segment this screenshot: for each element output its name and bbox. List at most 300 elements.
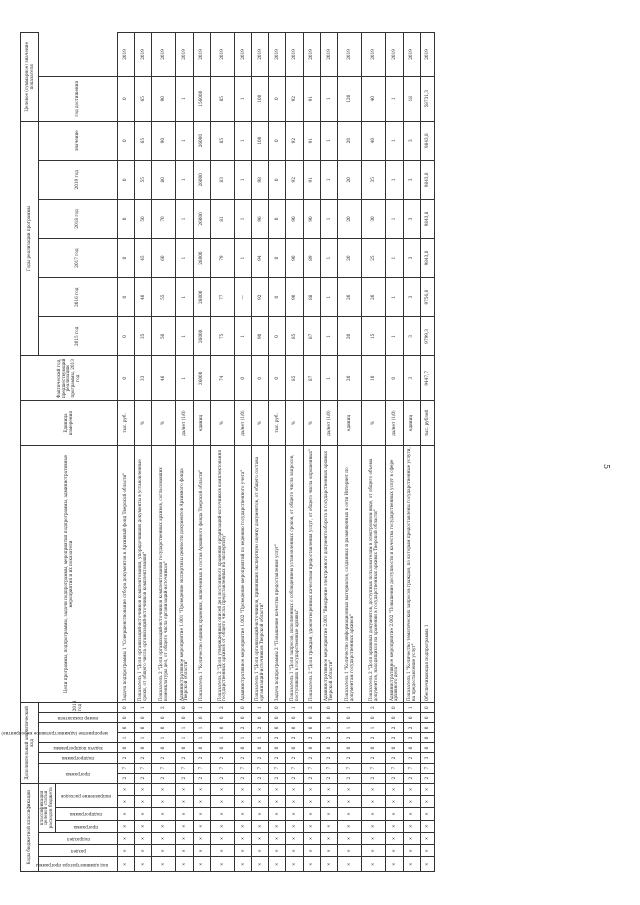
code-cell: × xyxy=(269,857,286,872)
code-cell: × xyxy=(420,857,434,872)
year-value-cell: 15 xyxy=(362,317,386,356)
code-cell: 2 xyxy=(403,723,420,733)
year-value-cell: 1 xyxy=(176,239,193,278)
year-value-cell: 3 xyxy=(403,199,420,238)
code-cell: 7 xyxy=(362,763,386,773)
unit-cell: да/нет (1/0) xyxy=(176,401,193,446)
csr-header: классификация целевой статьи расходов бюджета xyxy=(39,783,56,832)
year-2014-header: 2014 год xyxy=(39,703,118,713)
code-cell: × xyxy=(403,820,420,832)
year-value-cell: 26000 xyxy=(193,199,210,238)
year-value-cell: 0 xyxy=(117,199,134,238)
code-cell: × xyxy=(338,820,362,832)
code-cell: 0 xyxy=(117,713,134,723)
unit-cell: % xyxy=(303,401,320,446)
description-cell: Показатель 2 "Доля архивных документов, доступных пользователям в электронном виде, от общего объема документов, находящихся на хранении в государственных архивах Тверской области" xyxy=(362,445,386,702)
code-cell: × xyxy=(320,808,337,820)
code-cell: × xyxy=(117,832,134,844)
code-cell: 2 xyxy=(117,753,134,763)
code-cell: × xyxy=(134,832,151,844)
code-cell: × xyxy=(269,832,286,844)
unit-cell: % xyxy=(134,401,151,446)
fact-cell: 87 xyxy=(303,356,320,401)
year-2016-header: 2016 год xyxy=(39,278,118,317)
code-cell: 2 xyxy=(134,753,151,763)
code-cell: 0 xyxy=(152,743,176,753)
code-cell: 0 xyxy=(386,713,403,723)
code-cell: × xyxy=(234,820,251,832)
table-row xyxy=(234,33,251,872)
year-value-cell: 65 xyxy=(134,121,151,160)
year-value-cell: 92 xyxy=(286,121,303,160)
subsection-header: подраздел xyxy=(66,836,90,842)
code-cell: 1 xyxy=(193,733,210,743)
code-cell: × xyxy=(176,820,193,832)
year-value-cell: 20 xyxy=(362,278,386,317)
code-cell: × xyxy=(386,783,403,795)
code-cell: × xyxy=(320,857,337,872)
code-cell: 0 xyxy=(117,723,134,733)
code-cell: 0 xyxy=(386,743,403,753)
code-cell: × xyxy=(403,832,420,844)
unit-cell: единиц xyxy=(403,401,420,446)
code-cell: × xyxy=(152,808,176,820)
year-value-cell: 1 xyxy=(320,160,337,199)
code-cell: 2 xyxy=(234,753,251,763)
code-cell: 2 xyxy=(338,773,362,783)
year-value-cell: 9843,8 xyxy=(420,121,434,160)
code-cell: × xyxy=(320,783,337,795)
year-value-cell: 90 xyxy=(286,239,303,278)
code-cell: 0 xyxy=(210,713,234,723)
code-cell: 2 xyxy=(134,773,151,783)
fact-cell: 9447,7 xyxy=(420,356,434,401)
code-cell: × xyxy=(320,820,337,832)
target-year-cell: 2019 xyxy=(193,33,210,77)
code-cell: × xyxy=(152,832,176,844)
code-cell: × xyxy=(134,857,151,872)
year-value-cell: 1 xyxy=(320,317,337,356)
target-value-cell: 58731,3 xyxy=(420,76,434,121)
code-cell: 1 xyxy=(338,723,362,733)
admin-code-header: код администратора программы xyxy=(35,862,108,868)
code-cell: × xyxy=(193,783,210,795)
fact-cell: 46 xyxy=(152,356,176,401)
code-cell: × xyxy=(193,845,210,857)
description-cell: Административное мероприятие 1.001 "Проведение экспертизы ценности документов Архивного фонда Тверской области" xyxy=(176,445,193,702)
code-cell: 0 xyxy=(420,723,434,733)
code-cell: 7 xyxy=(210,763,234,773)
year-value-cell: 1 xyxy=(386,239,403,278)
code-cell: × xyxy=(176,845,193,857)
code-cell: × xyxy=(286,845,303,857)
year-value-cell: 55 xyxy=(152,278,176,317)
year-value-cell: 9843,8 xyxy=(420,239,434,278)
description-cell: Административное мероприятие 1.002 "Проведение мероприятий по ведению государственного учета" xyxy=(234,445,251,702)
code-cell: × xyxy=(386,808,403,820)
code-cell: × xyxy=(320,795,337,807)
code-cell: 7 xyxy=(269,763,286,773)
code-cell: × xyxy=(338,783,362,795)
year-value-cell: 1 xyxy=(386,199,403,238)
year-value-cell: 3 xyxy=(403,278,420,317)
code-cell: × xyxy=(420,832,434,844)
year-value-cell: 92 xyxy=(286,160,303,199)
code-cell: 0 xyxy=(362,743,386,753)
code-cell: 2 xyxy=(403,733,420,743)
year-value-cell: 55 xyxy=(134,160,151,199)
code-cell: 0 xyxy=(320,743,337,753)
code-cell: × xyxy=(234,832,251,844)
code-cell: 2 xyxy=(252,773,269,783)
description-cell: Показатель 1 "Доля организаций-источников комплектования, упорядочивших документы в установленные сроки, от общего числа организаций-источников комплектования" xyxy=(134,445,151,702)
code-cell: × xyxy=(403,857,420,872)
year-value-cell: 1 xyxy=(320,278,337,317)
year-value-cell: 0 xyxy=(117,239,134,278)
year-value-cell: 50 xyxy=(152,317,176,356)
description-cell: Задача подпрограммы 2 "Повышение качества предоставления услуг" xyxy=(269,445,286,702)
table-row xyxy=(134,33,151,872)
year-value-cell: 0 xyxy=(269,278,286,317)
code-cell: 0 xyxy=(234,703,251,713)
code-cell: 0 xyxy=(286,723,303,733)
code-cell: × xyxy=(134,808,151,820)
fact-cell: 10 xyxy=(362,356,386,401)
fact-cell: 33 xyxy=(134,356,151,401)
code-cell: 0 xyxy=(176,713,193,723)
year-value-cell: 88 xyxy=(303,278,320,317)
code-cell: 2 xyxy=(152,753,176,763)
year-value-cell: — xyxy=(234,278,251,317)
target-year-cell: 2019 xyxy=(362,33,386,77)
year-value-cell: 0 xyxy=(269,121,286,160)
code-cell: × xyxy=(210,820,234,832)
year-value-cell: 25 xyxy=(362,239,386,278)
unit-cell: % xyxy=(210,401,234,446)
code-cell: 0 xyxy=(269,703,286,713)
table-row xyxy=(176,33,193,872)
code-cell: × xyxy=(338,857,362,872)
target-value-cell: 91 xyxy=(303,76,320,121)
code-cell: × xyxy=(252,820,269,832)
unit-cell: да/нет (1/0) xyxy=(320,401,337,446)
year-value-cell: 1 xyxy=(234,160,251,199)
code-cell: 0 xyxy=(269,743,286,753)
target-value-cell: 120 xyxy=(338,76,362,121)
code-cell: 2 xyxy=(117,773,134,783)
year-value-cell: 26000 xyxy=(193,121,210,160)
year-value-cell: 9843,8 xyxy=(420,160,434,199)
code-cell: × xyxy=(362,795,386,807)
code-cell: 2 xyxy=(386,753,403,763)
code-cell: 2 xyxy=(286,733,303,743)
year-value-cell: 20 xyxy=(338,121,362,160)
fact-cell: 0 xyxy=(269,356,286,401)
year-value-cell: 1 xyxy=(320,199,337,238)
code-cell: × xyxy=(338,845,362,857)
table-row xyxy=(320,33,337,872)
code-cell: 0 xyxy=(134,713,151,723)
year-value-cell: 40 xyxy=(362,121,386,160)
code-cell: × xyxy=(303,832,320,844)
unit-cell: % xyxy=(286,401,303,446)
year-value-cell: 85 xyxy=(210,121,234,160)
subprog-header: подпрограмма xyxy=(61,756,95,762)
target-value-cell: 1 xyxy=(320,76,337,121)
table-row xyxy=(252,33,269,872)
code-cell: × xyxy=(420,845,434,857)
target-year-cell: 2019 xyxy=(403,33,420,77)
code-cell: × xyxy=(386,795,403,807)
code-cell: × xyxy=(210,845,234,857)
code-cell: 0 xyxy=(269,723,286,733)
year-value-cell: 75 xyxy=(210,317,234,356)
table-row xyxy=(303,33,320,872)
event-number-header: номер показателя xyxy=(57,716,99,722)
description-cell: Показатель 2 "Доля организаций-источников комплектования государственных архивов, согласовавших номенклатуры дел, от общего числа организаций-источников" xyxy=(152,445,176,702)
code-cell: × xyxy=(193,820,210,832)
code-cell: × xyxy=(286,808,303,820)
code-cell: 0 xyxy=(176,703,193,713)
code-cell: 1 xyxy=(193,703,210,713)
unit-header: Единица измерения xyxy=(21,401,118,446)
year-value-cell: 20 xyxy=(338,317,362,356)
code-cell: × xyxy=(234,795,251,807)
target-value-cell: 85 xyxy=(210,76,234,121)
year-value-cell: 35 xyxy=(362,160,386,199)
target-value-cell: 156000 xyxy=(193,76,210,121)
target-value-cell: 90 xyxy=(152,76,176,121)
description-cell: Административное мероприятие 2.001 "Внедрение электронного документооборота в государственных архивах Тверской области" xyxy=(320,445,337,702)
code-cell: × xyxy=(152,857,176,872)
analytic-code-header: Дополнительный аналитический код xyxy=(21,703,39,784)
code-cell: 0 xyxy=(134,743,151,753)
year-value-cell: 90 xyxy=(303,199,320,238)
code-cell: × xyxy=(134,783,151,795)
code-cell: × xyxy=(269,808,286,820)
code-cell: × xyxy=(117,845,134,857)
code-cell: 1 xyxy=(252,703,269,713)
code-cell: × xyxy=(234,845,251,857)
code-cell: × xyxy=(386,832,403,844)
code-cell: × xyxy=(152,783,176,795)
code-cell: 2 xyxy=(252,723,269,733)
code-cell: × xyxy=(420,808,434,820)
year-value-cell: 26000 xyxy=(193,160,210,199)
code-cell: × xyxy=(193,808,210,820)
code-cell: 2 xyxy=(362,733,386,743)
code-cell: 3 xyxy=(420,753,434,763)
code-cell: 2 xyxy=(386,723,403,733)
code-cell: 2 xyxy=(303,773,320,783)
year-value-cell: 3 xyxy=(403,239,420,278)
year-value-cell: 0 xyxy=(269,317,286,356)
code-cell: 2 xyxy=(386,733,403,743)
code-cell: 2 xyxy=(193,753,210,763)
code-cell: 2 xyxy=(176,753,193,763)
unit-cell: тыс. руб. xyxy=(269,401,286,446)
code-cell: 0 xyxy=(210,723,234,733)
code-cell: 0 xyxy=(269,713,286,723)
target-year-cell: 2019 xyxy=(303,33,320,77)
code-cell: × xyxy=(362,783,386,795)
code-cell: × xyxy=(420,820,434,832)
year-value-cell: 1 xyxy=(234,121,251,160)
code-cell: × xyxy=(403,783,420,795)
year-value-cell: 77 xyxy=(210,278,234,317)
code-cell: 1 xyxy=(403,703,420,713)
year-value-cell: 26000 xyxy=(193,239,210,278)
table-row xyxy=(286,33,303,872)
rotated-table-canvas xyxy=(1,32,620,872)
year-value-cell: 89 xyxy=(303,239,320,278)
code-cell: 0 xyxy=(152,723,176,733)
budget-classification-header: Коды бюджетной классификации xyxy=(21,783,39,871)
code-cell: × xyxy=(252,808,269,820)
code-cell: × xyxy=(117,783,134,795)
code-cell: 7 xyxy=(320,763,337,773)
code-cell: × xyxy=(403,845,420,857)
code-cell: 0 xyxy=(420,713,434,723)
code-cell: × xyxy=(338,808,362,820)
year-value-cell: 1 xyxy=(386,317,403,356)
unit-cell: % xyxy=(152,401,176,446)
year-2017-header: 2017 год xyxy=(39,239,118,278)
code-cell: × xyxy=(286,857,303,872)
year-value-cell: 1 xyxy=(386,121,403,160)
code-cell: 2 xyxy=(338,733,362,743)
table-row xyxy=(403,33,420,872)
unit-cell: % xyxy=(362,401,386,446)
code-cell: × xyxy=(303,845,320,857)
code-cell: 2 xyxy=(338,753,362,763)
year-value-cell: 79 xyxy=(210,239,234,278)
code-cell: × xyxy=(386,845,403,857)
code-cell: × xyxy=(152,795,176,807)
description-cell: Показатель 1 "Доля запросов, исполненных с соблюдением установленных сроков, от общего числа запросов, поступивших в государственные архивы" xyxy=(286,445,303,702)
code-cell: × xyxy=(286,820,303,832)
code-cell: × xyxy=(134,795,151,807)
table-row xyxy=(362,33,386,872)
code-cell: 7 xyxy=(117,763,134,773)
target-year-cell: 2019 xyxy=(420,33,434,77)
csr-program-header: программа xyxy=(73,824,99,830)
unit-cell: % xyxy=(252,401,269,446)
code-cell: 2 xyxy=(320,733,337,743)
year-value-cell: 91 xyxy=(303,121,320,160)
code-cell: 2 xyxy=(210,773,234,783)
fact-cell: 0 xyxy=(117,356,134,401)
year-value-cell: 1 xyxy=(386,160,403,199)
year-value-cell: 26000 xyxy=(193,317,210,356)
code-cell: 2 xyxy=(320,753,337,763)
target-value-cell: 65 xyxy=(134,76,151,121)
code-cell: 0 xyxy=(320,713,337,723)
code-cell: 0 xyxy=(338,713,362,723)
year-value-cell: 60 xyxy=(152,239,176,278)
code-cell: 1 xyxy=(152,733,176,743)
code-cell: × xyxy=(234,857,251,872)
fact-cell: 0 xyxy=(386,356,403,401)
code-cell: × xyxy=(269,783,286,795)
year-value-cell: 90 xyxy=(252,317,269,356)
year-value-cell: 1 xyxy=(234,199,251,238)
target-value-cell: 0 xyxy=(269,76,286,121)
csr-direction-header: направление расходов xyxy=(61,793,112,799)
year-value-cell: 96 xyxy=(252,199,269,238)
code-cell: 1 xyxy=(338,703,362,713)
target-year-cell: 2019 xyxy=(117,33,134,77)
year-2019-header: 2019 год xyxy=(39,160,118,199)
year-value-cell: 20 xyxy=(338,278,362,317)
code-cell: × xyxy=(303,783,320,795)
code-cell: × xyxy=(269,845,286,857)
year-value-cell: 9843,8 xyxy=(420,199,434,238)
code-cell: × xyxy=(303,820,320,832)
code-cell: 7 xyxy=(134,763,151,773)
target-year-cell: 2019 xyxy=(269,33,286,77)
year-value-cell: 1 xyxy=(176,121,193,160)
code-cell: 2 xyxy=(362,753,386,763)
code-cell: × xyxy=(117,820,134,832)
target-value-cell: 1 xyxy=(176,76,193,121)
code-cell: 2 xyxy=(420,773,434,783)
target-value-cell: 92 xyxy=(286,76,303,121)
code-cell: × xyxy=(252,857,269,872)
code-cell: 0 xyxy=(420,743,434,753)
code-cell: 2 xyxy=(286,773,303,783)
code-cell: 7 xyxy=(252,763,269,773)
code-cell: 2 xyxy=(269,773,286,783)
year-value-cell: 3 xyxy=(403,317,420,356)
fact-cell: 26000 xyxy=(193,356,210,401)
year-value-cell: 20 xyxy=(338,160,362,199)
year-value-cell: 50 xyxy=(134,199,151,238)
year-value-cell: 92 xyxy=(252,278,269,317)
fact-cell: 74 xyxy=(210,356,234,401)
code-cell: × xyxy=(176,832,193,844)
year-value-cell: 0 xyxy=(269,239,286,278)
code-cell: 1 xyxy=(176,733,193,743)
code-cell: 7 xyxy=(193,763,210,773)
target-value-cell: 1 xyxy=(234,76,251,121)
fact-cell: 1 xyxy=(320,356,337,401)
year-value-cell: 1 xyxy=(234,239,251,278)
target-year-cell: 2019 xyxy=(234,33,251,77)
year-value-cell: 35 xyxy=(134,317,151,356)
code-cell: 7 xyxy=(152,763,176,773)
code-cell: × xyxy=(362,832,386,844)
year-value-cell: 9756,8 xyxy=(420,278,434,317)
fact-cell: 0 xyxy=(252,356,269,401)
target-value-header: значение xyxy=(39,121,118,160)
program-indicators-table xyxy=(1,32,435,872)
year-2015-header: 2015 год xyxy=(39,317,118,356)
code-cell: 7 xyxy=(403,763,420,773)
description-cell: Показатель 1 "Количество информационных материалов, созданных и размещенных в сети Интернет по документам государственных архивов" xyxy=(338,445,362,702)
target-year-cell: 2019 xyxy=(338,33,362,77)
code-cell: 2 xyxy=(252,753,269,763)
code-cell: 1 xyxy=(193,723,210,733)
table-row xyxy=(152,33,176,872)
year-value-cell: 87 xyxy=(303,317,320,356)
unit-cell: тыс. руб. xyxy=(117,401,134,446)
target-year-cell: 2019 xyxy=(152,33,176,77)
code-cell: 0 xyxy=(252,713,269,723)
target-value-cell: 100 xyxy=(252,76,269,121)
target-value-cell: 18 xyxy=(403,76,420,121)
code-cell: × xyxy=(176,808,193,820)
